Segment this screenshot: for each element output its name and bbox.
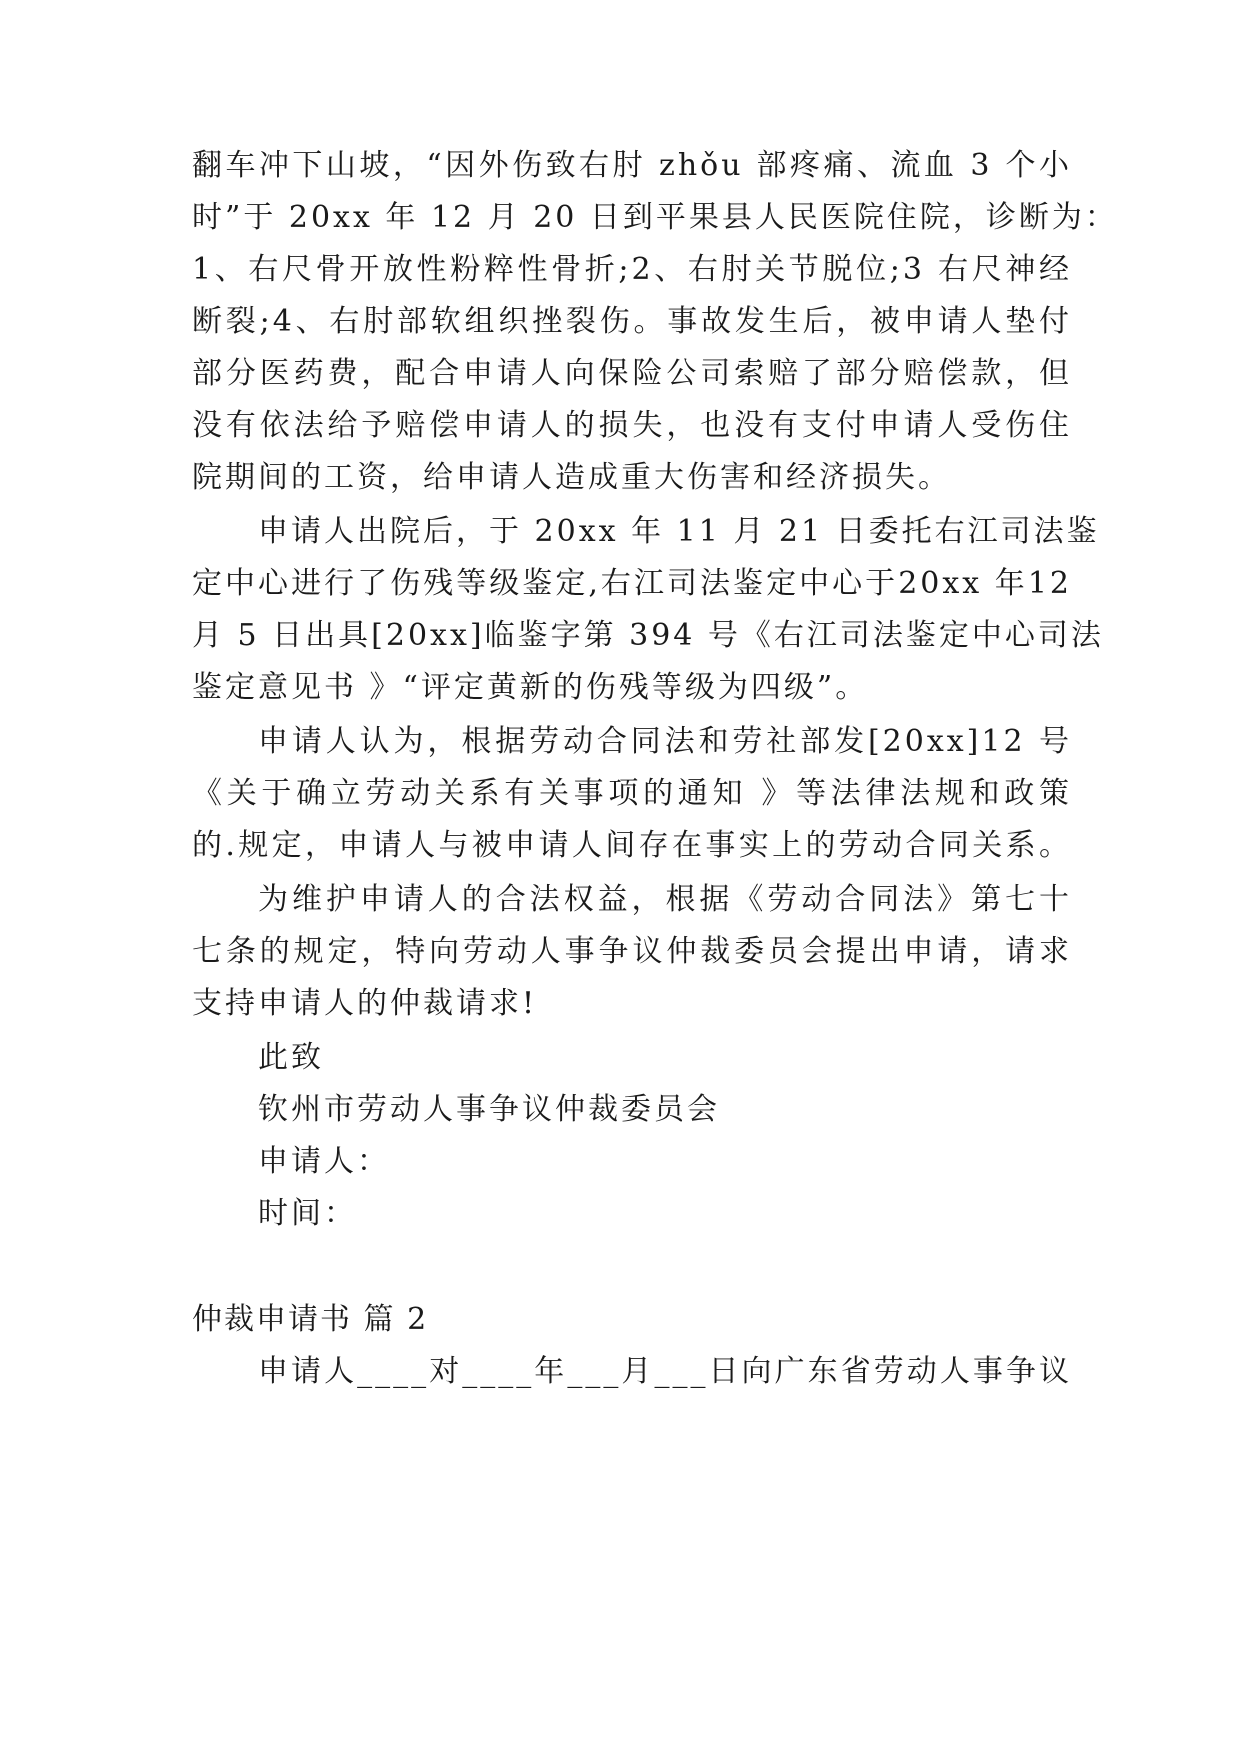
applicant-label: 申请人： <box>258 1144 390 1179</box>
paragraph-1-line-2: 时”于 20xx 年 12 月 20 日到平果县人民医院住院，诊断为： <box>192 200 1118 235</box>
time-label: 时间： <box>258 1196 357 1231</box>
paragraph-4-line-2: 七条的规定，特向劳动人事争议仲裁委员会提出申请，请求 <box>192 934 1072 969</box>
paragraph-3-line-2: 《关于确立劳动关系有关事项的通知 》等法律法规和政策 <box>192 776 1072 811</box>
paragraph-3-line-1: 申请人认为，根据劳动合同法和劳社部发[20xx]12 号 <box>258 724 1072 759</box>
paragraph-3-line-3: 的.规定，申请人与被申请人间存在事实上的劳动合同关系。 <box>192 828 1072 863</box>
paragraph-2-line-1: 申请人出院后，于 20xx 年 11 月 21 日委托右江司法鉴 <box>258 514 1100 549</box>
paragraph-1-line-3: 1、右尺骨开放性粉粹性骨折;2、右肘关节脱位;3 右尺神经 <box>192 252 1072 287</box>
paragraph-4-line-1: 为维护申请人的合法权益，根据《劳动合同法》第七十 <box>258 882 1072 917</box>
paragraph-2-line-3: 月 5 日出具[20xx]临鉴字第 394 号《右江司法鉴定中心司法 <box>192 618 1104 653</box>
section-2-heading: 仲裁申请书 篇 2 <box>192 1302 429 1337</box>
paragraph-2-line-2: 定中心进行了伤残等级鉴定,右江司法鉴定中心于20xx 年12 <box>192 566 1072 601</box>
paragraph-2-line-4: 鉴定意见书 》“评定黄新的伤残等级为四级”。 <box>192 670 869 705</box>
section-2-first-line: 申请人____对____年___月___日向广东省劳动人事争议 <box>258 1354 1072 1389</box>
paragraph-1-line-1: 翻车冲下山坡，“因外伤致右肘 zhǒu 部疼痛、流血 3 个小 <box>192 148 1072 183</box>
paragraph-1-line-7: 院期间的工资，给申请人造成重大伤害和经济损失。 <box>192 460 951 495</box>
salutation: 此致 <box>258 1040 324 1075</box>
paragraph-4-line-3: 支持申请人的仲裁请求! <box>192 986 538 1021</box>
paragraph-1-line-5: 部分医药费，配合申请人向保险公司索赔了部分赔偿款，但 <box>192 356 1072 391</box>
paragraph-1-line-4: 断裂;4、右肘部软组织挫裂伤。事故发生后，被申请人垫付 <box>192 304 1072 339</box>
recipient: 钦州市劳动人事争议仲裁委员会 <box>258 1092 720 1127</box>
paragraph-1-line-6: 没有依法给予赔偿申请人的损失，也没有支付申请人受伤住 <box>192 408 1072 443</box>
